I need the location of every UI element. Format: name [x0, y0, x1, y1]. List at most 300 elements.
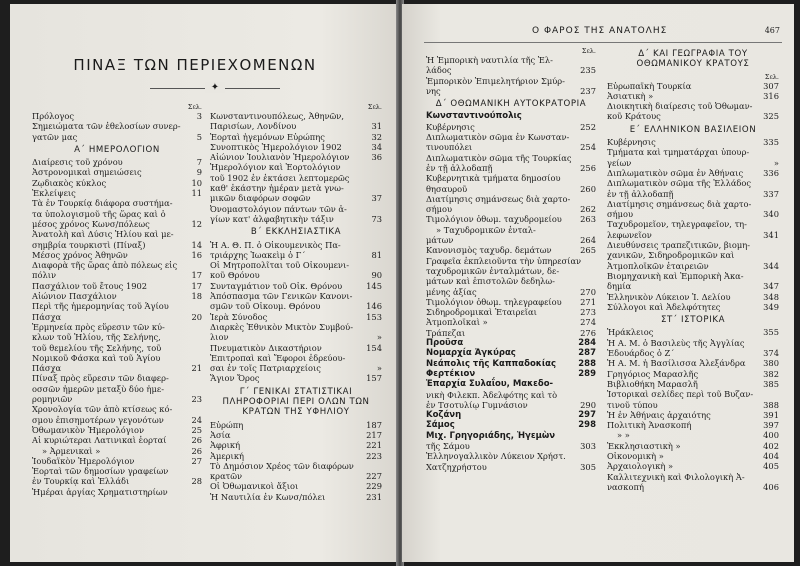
- toc-entry-title: Ἐκκλησιαστικὴ »: [607, 440, 681, 451]
- toc-entry-page: 290: [580, 399, 596, 410]
- toc-entry-title: τα ὑπολογισμοῦ τῆς ὥρας καὶ ὁ: [32, 208, 166, 219]
- toc-entry: [607, 199, 779, 209]
- toc-entry: [426, 390, 596, 400]
- toc-entry: [607, 348, 779, 358]
- toc-entry-page: 34: [371, 141, 382, 152]
- toc-entry: [607, 81, 779, 91]
- toc-entry-title: τῆς Σάμου: [426, 440, 470, 451]
- toc-entry-title: Ἑρμηνεία πρὸς εὕρεσιν τῶν κύ-: [32, 321, 165, 332]
- toc-entry-title: Διαφορὰ τῆς ὥρας ἀπὸ πόλεως εἰς: [32, 260, 178, 271]
- toc-entry: [607, 168, 779, 178]
- toc-entry-title: μάτων καὶ ἐπιστολῶν δεδηλω-: [426, 276, 555, 287]
- toc-entry-title: ρομηνιῶν: [32, 394, 73, 405]
- toc-entry: [607, 271, 779, 281]
- toc-entry-title: μάτων: [426, 235, 454, 246]
- toc-entry: [607, 410, 779, 420]
- toc-entry-title: Προῦσα: [426, 338, 464, 349]
- toc-entry-title: Ἑλληνικὸν Λύκειον Ἰ. Δελίου: [607, 291, 731, 302]
- toc-entry-page: 145: [366, 280, 382, 291]
- toc-entry-title: ἐν τῇ ἀλλοδαπῇ: [607, 188, 674, 199]
- toc-entry-title: Ἀρχαιολογικὴ »: [607, 461, 674, 472]
- toc-entry-page: 187: [366, 419, 382, 430]
- toc-entry-page: 288: [578, 358, 596, 369]
- toc-entry: [426, 184, 596, 194]
- toc-entry-title: » »: [617, 430, 630, 441]
- toc-entry-title: μέσος χρόνος Κωνσ/πόλεως: [32, 218, 150, 229]
- toc-entry: [210, 471, 382, 481]
- toc-entry: [32, 394, 202, 404]
- toc-entry-title: Οἱ Μητροπολῖται τοῦ Οἰκουμενι-: [210, 260, 350, 271]
- toc-entry: [210, 343, 382, 353]
- toc-entry: [32, 425, 202, 435]
- toc-entry-title: Διπλωματικὸν σῶμα τῆς Ἑλλάδος: [607, 178, 752, 189]
- toc-entry-title: Ἐπιτροπαὶ καὶ Ἔφοροι ἐδρεύου-: [210, 352, 346, 363]
- toc-entry-title: ἐν Τσοτυλίῳ Γυμνάσιον: [426, 399, 528, 410]
- toc-entry: [210, 152, 382, 162]
- toc-entry-title: τοῦ 1902 ἐν ἐκτάσει λεπτομερῶς: [210, 172, 350, 183]
- toc-entry: [607, 137, 779, 147]
- toc-entry-page: 229: [366, 481, 382, 492]
- toc-entry: [426, 441, 596, 451]
- toc-entry: [607, 230, 779, 240]
- toc-entry-page: 347: [763, 281, 779, 292]
- toc-entry-title: Ἐμπορικὸν Ἐπιμελητήριον Σμύρ-: [426, 75, 565, 86]
- toc-entry-title: λιον: [210, 332, 229, 343]
- toc-entry: [32, 373, 202, 383]
- toc-entry: [607, 430, 779, 440]
- toc-entry-page: 146: [366, 301, 382, 312]
- toc-entry: [32, 270, 202, 280]
- toc-entry: [426, 111, 596, 121]
- toc-entry-page: 316: [763, 90, 779, 101]
- toc-entry-page: 256: [580, 162, 596, 173]
- toc-entry-title: Ὀθωμανικὸν Ἡμερολόγιον: [32, 424, 145, 435]
- toc-entry-title: Διατίμησις σημάνσεως διὰ χαρτο-: [426, 193, 571, 204]
- toc-entry-page: 263: [580, 214, 596, 225]
- toc-entry-title: κοῦ Κράτους: [607, 111, 661, 122]
- toc-entry-page: 404: [763, 450, 779, 461]
- toc-entry-title: Διατίμησις σημάνσεως διὰ χαρτο-: [607, 198, 752, 209]
- toc-entry-title: ἐν Τουρκίᾳ καὶ Ἑλλάδι: [32, 476, 130, 487]
- toc-entry: [426, 204, 596, 214]
- toc-entry-page: 14: [191, 239, 202, 250]
- toc-entry-title: Εὐρωπαϊκὴ Τουρκία: [607, 80, 692, 91]
- toc-entry: [607, 389, 779, 399]
- toc-entry-page: 37: [371, 193, 382, 204]
- toc-entry: [210, 461, 382, 471]
- toc-entry-title: Αἰώνιον Ἰουλιανὸν Ἡμερολόγιον: [210, 152, 350, 163]
- toc-entry-page: 284: [578, 338, 596, 349]
- toc-entry-title: Κωνσταντινούπολις: [426, 111, 522, 122]
- toc-entry-page: 382: [763, 368, 779, 379]
- toc-entry-page: 36: [371, 152, 382, 163]
- toc-entry: [607, 472, 779, 482]
- toc-entry: [426, 245, 596, 255]
- toc-entry-page: 10: [191, 177, 202, 188]
- toc-entry-title: Κοζάνη: [426, 410, 462, 421]
- toc-entry: [32, 487, 202, 497]
- toc-entry-page: 270: [580, 286, 596, 297]
- toc-entry-title: σμου ἐπισημοτέρων γεγονότων: [32, 414, 164, 425]
- left-page: [10, 4, 398, 562]
- toc-entry-title: Νεάπολις τῆς Καππαδοκίας: [426, 358, 557, 369]
- toc-entry: [426, 317, 596, 327]
- toc-entry: [426, 451, 596, 461]
- toc-entry-page: 221: [366, 440, 382, 451]
- toc-entry-title: Οἱ Ὀθωμανικοὶ ἄξιοι: [210, 481, 299, 492]
- toc-entry: [426, 76, 596, 86]
- toc-entry-page: »: [376, 332, 382, 343]
- toc-entry-page: 260: [580, 183, 596, 194]
- header-rule: [424, 42, 782, 43]
- toc-entry-title: Ἀτμοπλοϊκαὶ »: [426, 317, 488, 328]
- toc-entry: [607, 441, 779, 451]
- toc-entry-title: καθ' ἑκάστην ἡμέραν μετὰ γνω-: [210, 183, 344, 194]
- toc-entry: [426, 297, 596, 307]
- toc-entry: [32, 281, 202, 291]
- toc-entry-title: μένης ἀξίας: [426, 286, 477, 297]
- toc-entry: [32, 229, 202, 239]
- toc-entry-page: 355: [763, 327, 779, 338]
- toc-entry: [32, 363, 202, 373]
- toc-entry: [32, 435, 202, 445]
- running-header: Ο ΦΑΡΟΣ ΤΗΣ ΑΝΑΤΟΛΗΣ: [532, 26, 668, 36]
- toc-entry-title: Τράπεζαι: [426, 327, 466, 338]
- toc-entry-title: Διπλωματικὸν σῶμα τῆς Τουρκίας: [426, 152, 572, 163]
- toc-entry-page: 298: [578, 420, 596, 431]
- toc-entry-page: 16: [191, 249, 202, 260]
- toc-entry-page: 348: [763, 291, 779, 302]
- toc-entry: [32, 157, 202, 167]
- toc-entry: [32, 240, 202, 250]
- toc-entry: [607, 240, 779, 250]
- toc-entry: [607, 147, 779, 157]
- toc-entry-page: 336: [763, 167, 779, 178]
- toc-entry-page: 405: [763, 461, 779, 472]
- toc-entry: [32, 167, 202, 177]
- toc-entry: [210, 121, 382, 131]
- toc-entry-page: 307: [763, 80, 779, 91]
- toc-entry: [210, 260, 382, 270]
- toc-entry-title: Μέσος χρόνος Ἀθηνῶν: [32, 249, 128, 260]
- toc-entry-title: τοῦ θεμελίου τῆς Σελήνης, τοῦ: [32, 342, 162, 353]
- toc-entry: [426, 410, 596, 420]
- toc-entry: [426, 65, 596, 75]
- toc-entry-page: 153: [366, 311, 382, 322]
- toc-entry-page: 17: [191, 280, 202, 291]
- toc-entry-title: Νομαρχία Ἀγκύρας: [426, 348, 516, 359]
- toc-entry-title: σμῶν τοῦ Οἰκουμ. Θρόνου: [210, 301, 321, 312]
- toc-entry-title: τινοῦ τύπου: [607, 399, 658, 410]
- toc-entry-title: σήμου: [426, 204, 453, 215]
- toc-entry-title: Διευθύνσεις τραπεζιτικῶν, βιομη-: [607, 240, 751, 251]
- toc-entry-title: Παρισίων, Λονδίνου: [210, 121, 297, 132]
- toc-entry-page: 20: [191, 311, 202, 322]
- toc-entry: [210, 204, 382, 214]
- toc-entry: [607, 461, 779, 471]
- toc-entry-title: Ἅγιον Ὄρος: [210, 373, 260, 384]
- toc-entry: [32, 301, 202, 311]
- toc-entry-title: Ἑορταὶ τῶν δημοσίων γραφείων: [32, 466, 169, 477]
- toc-entry: [426, 287, 596, 297]
- toc-entry: [426, 276, 596, 286]
- toc-entry-page: 32: [371, 131, 382, 142]
- toc-entry: [210, 111, 382, 121]
- toc-entry-page: 154: [366, 342, 382, 353]
- toc-entry-title: Ἡμέραι ἀργίας Χρηματιστηρίων: [32, 486, 168, 497]
- toc-entry-page: 289: [578, 368, 596, 379]
- toc-entry-title: Ἡ ἐν Ἀθήναις ἀρχαιότης: [607, 409, 711, 420]
- toc-entry-title: ταχυδρομικῶν ἐνταλμάτων, δε-: [426, 265, 560, 276]
- page-number: 467: [764, 26, 780, 35]
- toc-entry-title: Ταχυδρομεῖον, τηλεγραφεῖον, τη-: [607, 219, 747, 230]
- toc-entry-title: » Ταχυδρομικῶν ἐνταλ-: [436, 224, 536, 235]
- toc-entry: [210, 430, 382, 440]
- toc-entry-title: Ἡ Α. Μ. ὁ Βασιλεὺς τῆς Ἀγγλίας: [607, 337, 745, 348]
- toc-entry: [210, 373, 382, 383]
- toc-entry-page: 265: [580, 245, 596, 256]
- toc-entry-title: Τμήματα καὶ τμηματάρχαι ὑπουρ-: [607, 147, 750, 158]
- toc-entry: [210, 193, 382, 203]
- toc-entry: [32, 291, 202, 301]
- toc-entry: [426, 420, 596, 430]
- toc-entry-title: Ἀσιατικὴ »: [607, 90, 654, 101]
- toc-entry: [32, 198, 202, 208]
- toc-entry-page: 397: [763, 420, 779, 431]
- toc-entry-title: Ἀσία: [210, 429, 231, 440]
- toc-entry: [607, 379, 779, 389]
- toc-entry: [607, 400, 779, 410]
- toc-entry-title: Πρόλογος: [32, 111, 74, 121]
- toc-entry-page: »: [376, 363, 382, 374]
- toc-entry: [32, 332, 202, 342]
- toc-entry-page: 73: [371, 213, 382, 224]
- toc-entry-title: Διαρκὲς Ἐθνικὸν Μικτὸν Συμβού-: [210, 321, 354, 332]
- toc-entry-title: νασκοπή: [607, 481, 644, 492]
- toc-entry-title: Ἑορταὶ ἠγεμόνων Εὐρώπης: [210, 131, 325, 142]
- toc-entry: [210, 353, 382, 363]
- toc-entry-title: Γρηγόριος Μαρασλῆς: [607, 368, 699, 379]
- toc-entry-page: 388: [763, 399, 779, 410]
- toc-entry: [210, 420, 382, 430]
- toc-entry: [32, 466, 202, 476]
- toc-entry-title: πόλιν: [32, 270, 57, 281]
- toc-entry-page: 21: [191, 363, 202, 374]
- toc-entry-title: Ἡμερολόγιον καὶ Ἑορτολόγιον: [210, 162, 341, 173]
- toc-entry-title: Πασχάλιον τοῦ ἔτους 1902: [32, 280, 148, 291]
- section-heading: Ε΄ ΕΛΛΗΝΙΚΟΝ ΒΑΣΙΛΕΙΟΝ: [629, 124, 757, 135]
- toc-entry: [426, 194, 596, 204]
- toc-entry-title: Κανονισμὸς ταχυδρ. δεμάτων: [426, 245, 552, 256]
- toc-entry-page: 235: [580, 65, 596, 76]
- toc-entry-page: 9: [196, 167, 202, 178]
- toc-entry-title: Ἡ Α. Μ. ἡ Βασίλισσα Ἀλεξάνδρα: [607, 358, 746, 369]
- toc-entry: [607, 327, 779, 337]
- toc-entry: [426, 338, 596, 348]
- toc-entry: [607, 101, 779, 111]
- toc-entry-title: Χατζηχρήστου: [426, 461, 487, 472]
- toc-entry: [32, 456, 202, 466]
- toc-entry-title: Εὐρώπη: [210, 419, 244, 430]
- toc-entry-title: Καλλιτεχνικὴ καὶ Φιλολογικὴ Ἀ-: [607, 471, 745, 482]
- page-column-label: Σελ.: [764, 72, 779, 81]
- toc-entry-page: 400: [763, 430, 779, 441]
- toc-entry-title: κλων τοῦ Ἡλίου, τῆς Σελήνης,: [32, 332, 161, 343]
- toc-entry-title: γατῶν μας: [32, 131, 78, 142]
- toc-entry-page: 90: [371, 270, 382, 281]
- toc-entry: [32, 111, 202, 121]
- toc-entry: [607, 451, 779, 461]
- toc-entry: [32, 384, 202, 394]
- toc-entry-title: Βιομηχανικὴ καὶ Ἐμπορικὴ Ἀκα-: [607, 270, 744, 281]
- toc-entry-page: 28: [191, 476, 202, 487]
- toc-entry-title: Ἀστρονομικαὶ σημειώσεις: [32, 167, 142, 178]
- toc-entry: [426, 163, 596, 173]
- toc-entry: [210, 183, 382, 193]
- toc-entry: [426, 462, 596, 472]
- toc-entry: [32, 312, 202, 322]
- toc-entry: [426, 348, 596, 358]
- toc-entry-page: 341: [763, 229, 779, 240]
- toc-entry-title: Βιβλιοθήκη Μαρασλῆ: [607, 378, 698, 389]
- toc-entry: [32, 353, 202, 363]
- toc-entry-title: Σύλλογοι καὶ Ἀδελφότητες: [607, 301, 721, 312]
- toc-entry-page: 276: [580, 327, 596, 338]
- toc-entry-page: 27: [191, 455, 202, 466]
- toc-entry: [210, 250, 382, 260]
- toc-entry: [32, 322, 202, 332]
- toc-entry-title: Οἰκονομικὴ »: [607, 450, 664, 461]
- toc-entry-title: Τὸ Δημόσιον Χρέος τῶν διαφόρων: [210, 460, 354, 471]
- toc-entry: [210, 440, 382, 450]
- toc-entry: [32, 121, 202, 131]
- toc-entry-page: 31: [371, 121, 382, 132]
- toc-entry-page: 274: [580, 317, 596, 328]
- toc-entry: [426, 266, 596, 276]
- toc-entry-title: Ἱστορικαὶ σελίδες περὶ τοῦ Βυζαν-: [607, 389, 754, 400]
- toc-entry-title: Διοικητικὴ διαίρεσις τοῦ Ὀθωμαν-: [607, 101, 753, 112]
- toc-entry: [426, 173, 596, 183]
- toc-entry-title: Ἡ Ἐμπορικὴ ναυτιλία τῆς Ἑλ-: [426, 55, 553, 65]
- toc-entry: [426, 55, 596, 65]
- toc-entry: [210, 281, 382, 291]
- right-page: [402, 4, 794, 562]
- toc-entry-title: Διπλωματικὸν σῶμα ἐν Κωνσταν-: [426, 132, 570, 143]
- toc-entry-title: Ἑλληνογαλλικὸν Λύκειον Χρήστ.: [426, 451, 566, 462]
- toc-entry: [210, 492, 382, 502]
- toc-entry-page: 380: [763, 358, 779, 369]
- toc-entry: [210, 481, 382, 491]
- toc-entry-page: 344: [763, 260, 779, 271]
- toc-entry-title: Κωνσταντινουπόλεως, Ἀθηνῶν,: [210, 111, 344, 121]
- toc-entry-title: θησαυροῦ: [426, 183, 468, 194]
- toc-entry: [607, 158, 779, 168]
- toc-entry-title: Συνταγμάτιον τοῦ Οἰκ. Θρόνου: [210, 280, 343, 291]
- toc-entry-title: Ἐκλείψεις: [32, 188, 76, 199]
- toc-entry: [426, 256, 596, 266]
- toc-entry: [426, 235, 596, 245]
- toc-entry-title: Αἱ κυριώτεραι Λατινικαὶ ἑορταί: [32, 435, 167, 446]
- toc-entry: [426, 400, 596, 410]
- toc-entry-title: Χρονολογία τῶν ἀπὸ κτίσεως κό-: [32, 404, 173, 415]
- toc-entry: [32, 209, 202, 219]
- toc-entry: [426, 132, 596, 142]
- toc-entry: [210, 301, 382, 311]
- toc-entry: [607, 420, 779, 430]
- toc-entry-title: Ἡ Α. Θ. Π. ὁ Οἰκουμενικὸς Πα-: [210, 239, 341, 250]
- toc-entry: [32, 132, 202, 142]
- toc-entry-page: 264: [580, 235, 596, 246]
- toc-entry: [607, 178, 779, 188]
- toc-entry: [32, 415, 202, 425]
- toc-entry-page: 25: [191, 424, 202, 435]
- toc-entry-title: Νομικοῦ Φάσκα καὶ τοῦ Ἁγίου: [32, 352, 161, 363]
- toc-entry-page: 217: [366, 429, 382, 440]
- toc-entry: [607, 250, 779, 260]
- toc-entry-title: Ἰουδαϊκὸν Ἡμερολόγιον: [32, 455, 135, 466]
- toc-entry: [32, 260, 202, 270]
- toc-entry: [210, 132, 382, 142]
- toc-entry-page: 340: [763, 209, 779, 220]
- toc-entry-title: ἐν τῇ ἀλλοδαπῇ: [426, 162, 493, 173]
- toc-entry-title: Σιδηροδρομικαὶ Ἑταιρεῖαι: [426, 307, 537, 318]
- toc-entry: [607, 338, 779, 348]
- toc-entry-title: Ἐδουάρδος ὁ Ζ΄: [607, 348, 675, 359]
- toc-entry-page: »: [773, 157, 779, 168]
- toc-entry-title: δημία: [607, 281, 632, 292]
- toc-entry-title: Σάμος: [426, 420, 455, 431]
- toc-entry-page: 23: [191, 394, 202, 405]
- toc-entry-title: Ἀμερική: [210, 450, 244, 461]
- toc-entry: [607, 261, 779, 271]
- section-heading: Γ΄ ΓΕΝΙΚΑΙ ΣΤΑΤΙΣΤΙΚΑΙ ΠΛΗΡΟΦΟΡΙΑΙ ΠΕΡΙ ΟΛΩΝ ΤΩΝ ΚΡΑΤΩΝ ΤΗΣ ΥΦΗΛΙΟΥ: [222, 386, 370, 418]
- toc-entry-page: 349: [763, 301, 779, 312]
- toc-entry: [607, 358, 779, 368]
- toc-entry-page: 12: [191, 218, 202, 229]
- toc-entry-page: 374: [763, 348, 779, 359]
- section-heading: Δ΄ ΚΑΙ ΓΕΩΓΡΑΦΙΑ ΤΟΥ ΟΘΩΜΑΝΙΚΟΥ ΚΡΑΤΟΥΣ: [636, 49, 750, 70]
- toc-entry: [426, 307, 596, 317]
- toc-entry-page: 254: [580, 142, 596, 153]
- toc-entry-title: Ἀπόσπασμα τῶν Γενικῶν Κανονι-: [210, 291, 353, 302]
- toc-entry-title: Πίναξ πρὸς εὕρεσιν τῶν διαφερ-: [32, 373, 169, 384]
- toc-entry-title: Κυβερνητικὰ τμήματα δημοσίου: [426, 173, 561, 184]
- toc-entry-page: 335: [763, 137, 779, 148]
- toc-entry: [426, 225, 596, 235]
- toc-entry-page: 26: [191, 435, 202, 446]
- toc-entry-title: λάδος: [426, 65, 452, 76]
- toc-entry-title: οσσῶν ἡμερῶν μεταξὺ δύο ἡμε-: [32, 383, 165, 394]
- toc-entry-page: 81: [371, 249, 382, 260]
- toc-entry-title: Ἡ Ναυτιλία ἐν Κωνσ/πόλει: [210, 491, 326, 502]
- toc-entry-page: 24: [191, 414, 202, 425]
- toc-entry-title: σήμου: [607, 209, 634, 220]
- toc-entry-title: » Ἀρμενικαὶ »: [42, 445, 101, 456]
- toc-entry-title: Ἡράκλειος: [607, 327, 654, 338]
- toc-entry-title: νης: [426, 85, 441, 96]
- toc-entry: [607, 292, 779, 302]
- toc-entry-title: κοῦ Θρόνου: [210, 270, 260, 281]
- toc-entry-page: 402: [763, 440, 779, 451]
- toc-entry: [210, 322, 382, 332]
- toc-entry-page: 3: [196, 111, 202, 121]
- toc-entry-page: 337: [763, 188, 779, 199]
- toc-entry-page: 262: [580, 204, 596, 215]
- toc-column-4: [607, 46, 779, 492]
- toc-entry-title: λεφωνεῖον: [607, 229, 652, 240]
- toc-entry-title: σημβρία τουρκιστὶ (Πίναξ): [32, 239, 146, 250]
- toc-entry: [210, 451, 382, 461]
